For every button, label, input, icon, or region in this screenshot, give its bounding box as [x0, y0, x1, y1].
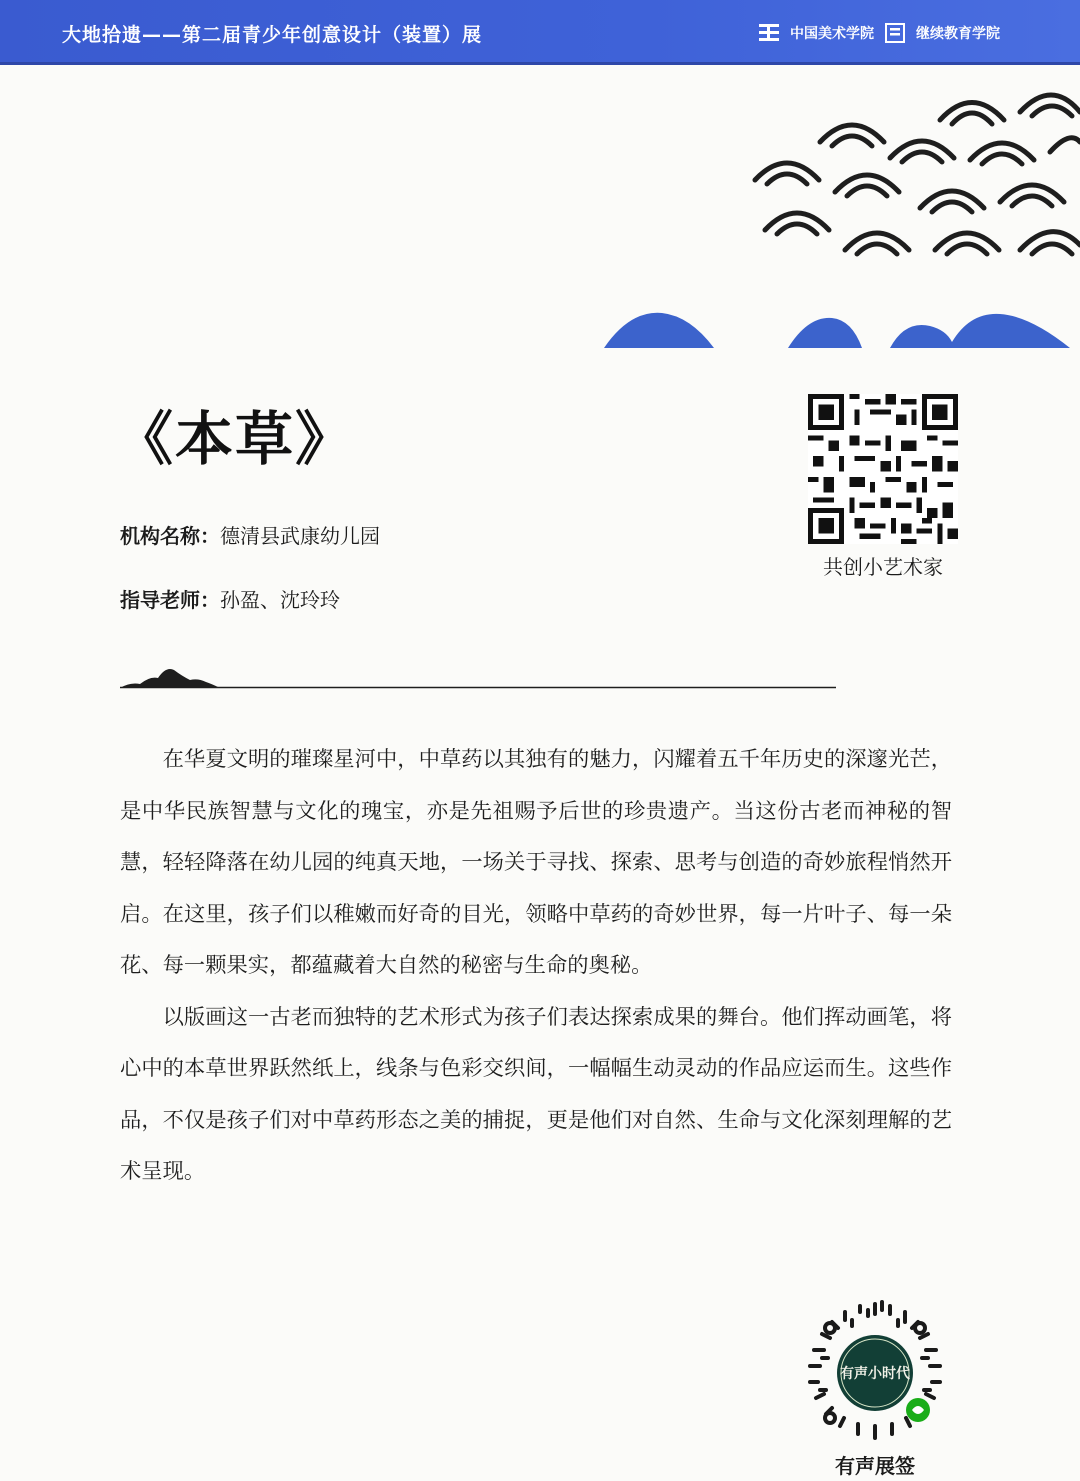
teacher-line	[120, 584, 340, 613]
org-value: 德清县武康幼儿园	[220, 524, 380, 548]
qr-code-top[interactable]	[808, 394, 958, 544]
work-title: 《本草》	[115, 405, 356, 473]
org-line	[120, 520, 380, 549]
academy-logo-text: 中国美术学院	[790, 26, 874, 42]
school-logo-text: 继续教育学院	[916, 26, 1000, 42]
body-text	[120, 734, 952, 1198]
header-bar	[0, 0, 1080, 65]
body-paragraph-1: 在华夏文明的璀璨星河中，中草药以其独有的魅力，闪耀着五千年历史的深邃光芒，是中华民族智慧与文化的瑰宝，亦是先祖赐予后世的珍贵遗产。当这份古老而神秘的智慧，轻轻降落在幼儿园的纯真天地，一场关于寻找、探索、思考与创造的奇妙旅程悄然开启。在这里，孩子们以稚嫩而好奇的目光，领略中草药的奇妙世界，每一片叶子、每一朵花、每一颗果实，都蕴藏着大自然的秘密与生命的奥秘。	[120, 747, 952, 978]
school-logo-icon	[884, 22, 906, 44]
body-paragraph-2: 以版画这一古老而独特的艺术形式为孩子们表达探索成果的舞台。他们挥动画笔，将心中的本草世界跃然纸上，线条与色彩交织间，一幅幅生动灵动的作品应运而生。这些作品，不仅是孩子们对中草药形态之美的捕捉，更是他们对自然、生命与文化深刻理解的艺术呈现。	[120, 1004, 952, 1184]
mountain-divider	[120, 662, 836, 692]
academy-logo-icon	[758, 22, 780, 44]
teacher-label: 指导老师：	[120, 588, 220, 612]
header-logos	[758, 20, 1000, 46]
exhibition-title: 大地拾遗——第二届青少年创意设计（装置）展	[62, 24, 483, 46]
qr-top-caption: 共创小艺术家	[823, 555, 943, 579]
mini-program-code[interactable]	[800, 1298, 950, 1448]
teacher-value: 孙盈、沈玲玲	[220, 588, 340, 612]
mini-program-center-text: 有声小时代	[840, 1366, 910, 1382]
qr-bottom-caption: 有声展签	[835, 1454, 915, 1478]
wave-mountain-decoration	[600, 80, 1080, 355]
org-label: 机构名称：	[120, 524, 220, 548]
